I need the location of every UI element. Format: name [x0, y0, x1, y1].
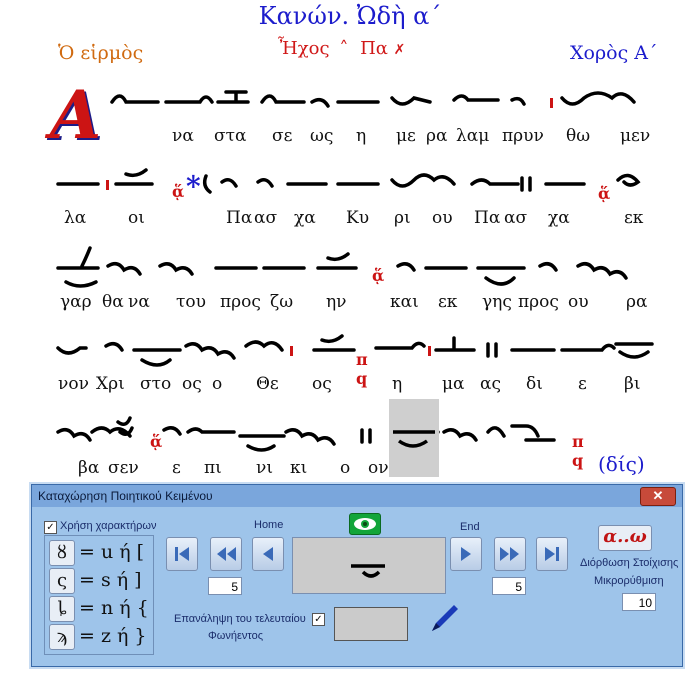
- syllable: ζω: [270, 292, 294, 312]
- martyria-icon: ᾅ: [172, 182, 185, 201]
- char-map-panel: [44, 535, 154, 655]
- pen-icon[interactable]: [426, 601, 462, 637]
- syllable: λαμ: [456, 126, 490, 146]
- char-map-row: [49, 596, 153, 622]
- neume-row-5: [58, 418, 554, 450]
- asterisk-icon: *: [186, 170, 201, 203]
- first-syllable-button[interactable]: [166, 537, 198, 571]
- rewind-button[interactable]: [210, 537, 242, 571]
- eye-icon: [350, 514, 380, 534]
- syllable: ρα: [426, 126, 448, 146]
- syllable: προς: [518, 292, 559, 312]
- neume-row-2: [58, 170, 638, 192]
- micro-adjust-field[interactable]: 10: [622, 593, 656, 611]
- syllable: βα: [78, 458, 100, 478]
- alignment-correction-label: Διόρθωση Στοίχισης: [580, 557, 679, 569]
- syllable: Κυ: [346, 208, 370, 228]
- syllable: λα: [64, 208, 87, 228]
- syllable: κι: [290, 458, 308, 478]
- alphabet-button[interactable]: α..ω: [598, 525, 652, 551]
- use-chars-label: Χρήση χαρακτήρων: [60, 520, 157, 532]
- fast-forward-icon: [495, 538, 525, 570]
- syllable: με: [396, 126, 416, 146]
- end-label: End: [460, 521, 480, 533]
- syllable: πι: [204, 458, 222, 478]
- syllable: να: [128, 292, 150, 312]
- char-key-button[interactable]: ȴ: [49, 596, 75, 622]
- syllable: βι: [624, 374, 641, 394]
- mode-sign-a-icon: ˄: [339, 38, 349, 59]
- syllable: πρυν: [502, 126, 544, 146]
- fast-forward-button[interactable]: [494, 537, 526, 571]
- initial-letter: Α: [50, 76, 102, 154]
- syllable: στο: [140, 374, 172, 394]
- syllable: ρα: [626, 292, 648, 312]
- syllable: ε: [578, 374, 587, 394]
- mode-word: Ἦχος: [278, 38, 330, 59]
- neume-row-1: [112, 92, 634, 106]
- neume-row-3: [58, 248, 626, 286]
- syllable: του: [176, 292, 206, 312]
- home-count-field[interactable]: 5: [208, 577, 242, 595]
- syllable: μεν: [620, 126, 651, 146]
- syllable: ον: [368, 458, 389, 478]
- rewind-icon: [211, 538, 241, 570]
- vowel-input[interactable]: [334, 607, 408, 641]
- char-map-row: [49, 624, 153, 650]
- next-button[interactable]: [450, 537, 482, 571]
- neume-preview: [292, 537, 446, 594]
- char-key-button[interactable]: ς: [49, 568, 75, 594]
- syllable: Πα: [226, 208, 253, 228]
- repeat-last-checkbox[interactable]: ✓: [312, 613, 325, 626]
- previous-button[interactable]: [252, 537, 284, 571]
- syllable: θω: [566, 126, 591, 146]
- martyria-icon: ᾅ: [150, 432, 163, 451]
- martyria-icon: ᾅ: [372, 266, 385, 285]
- syllable: σεν: [108, 458, 139, 478]
- heirmos-label: Ὁ εἱρμὸς: [58, 42, 144, 64]
- repeat-mark: (δίς): [598, 452, 645, 476]
- end-count-field[interactable]: 5: [492, 577, 526, 595]
- syllable: ας: [480, 374, 502, 394]
- preview-toggle-button[interactable]: [349, 513, 381, 535]
- syllable: στα: [214, 126, 247, 146]
- char-map-value: = s ή ]: [79, 569, 142, 591]
- char-map-row: [49, 568, 153, 594]
- syllable: χα: [294, 208, 316, 228]
- text-entry-dialog: [31, 484, 683, 667]
- syllable: σε: [272, 126, 293, 146]
- syllable: Χρι: [96, 374, 125, 394]
- syllable: ως: [310, 126, 334, 146]
- syllable: και: [390, 292, 419, 312]
- syllable: ο: [340, 458, 351, 478]
- dialog-title: Καταχώρηση Ποιητικού Κειμένου: [38, 489, 213, 503]
- syllable: ασ: [504, 208, 528, 228]
- mode-sign-text: Πα: [360, 38, 388, 59]
- syllable: εκ: [438, 292, 458, 312]
- syllable: ε: [172, 458, 181, 478]
- syllable: δι: [526, 374, 543, 394]
- syllable: ην: [326, 292, 347, 312]
- syllable: να: [172, 126, 194, 146]
- preview-neume: [293, 538, 445, 593]
- syllable: χα: [548, 208, 570, 228]
- repeat-last-label: Επανάληψη του τελευταίου: [174, 613, 306, 625]
- syllable: η: [356, 126, 367, 146]
- dialog-title-bar[interactable]: [32, 485, 682, 507]
- syllable: προς: [220, 292, 261, 312]
- char-key-button[interactable]: ȣ: [49, 540, 75, 566]
- last-syllable-button[interactable]: [536, 537, 568, 571]
- neume-row-4: [58, 336, 652, 365]
- syllable: νον: [58, 374, 89, 394]
- char-key-button[interactable]: ϡ: [49, 624, 75, 650]
- syllable: γης: [482, 292, 512, 312]
- next-icon: [451, 538, 481, 570]
- syllable: ασ: [254, 208, 278, 228]
- use-chars-checkbox[interactable]: ✓: [44, 521, 57, 534]
- martyria-icon: ᾅ: [598, 184, 611, 203]
- char-map-value: = n ή {: [79, 597, 149, 619]
- syllable: μα: [442, 374, 465, 394]
- syllable: θα: [102, 292, 124, 312]
- char-map-value: = u ή [: [79, 541, 145, 563]
- syllable: ου: [568, 292, 589, 312]
- previous-icon: [253, 538, 283, 570]
- char-map-value: = z ή }: [79, 625, 147, 647]
- highlight-neume: [389, 399, 439, 477]
- syllable: ος: [312, 374, 332, 394]
- page-title: Κανών. Ὠδὴ α΄: [258, 2, 442, 30]
- martyria-pa-icon: π q: [356, 350, 368, 388]
- syllable: η: [392, 374, 403, 394]
- syllable: ρι: [394, 208, 411, 228]
- syllable: εκ: [624, 208, 644, 228]
- syllable: Θε: [256, 374, 279, 394]
- syllable: ος: [182, 374, 202, 394]
- choir-label: Χορὸς Α΄: [570, 42, 658, 64]
- syllable: νι: [256, 458, 273, 478]
- micro-adjust-label: Μικρορύθμιση: [594, 575, 664, 587]
- mode-sign-b-icon: ✗: [393, 42, 406, 58]
- vowel-label: Φωνήεντος: [208, 630, 263, 642]
- char-map-row: [49, 540, 153, 566]
- syllable: γαρ: [60, 292, 92, 312]
- close-button[interactable]: ✕: [640, 487, 676, 506]
- skip-first-icon: [167, 538, 197, 570]
- syllable: ο: [212, 374, 223, 394]
- skip-last-icon: [537, 538, 567, 570]
- syllable: οι: [128, 208, 145, 228]
- syllable: ου: [432, 208, 453, 228]
- martyria-pa-icon: π q: [572, 432, 584, 470]
- syllable: Πα: [474, 208, 501, 228]
- home-label: Home: [254, 519, 284, 531]
